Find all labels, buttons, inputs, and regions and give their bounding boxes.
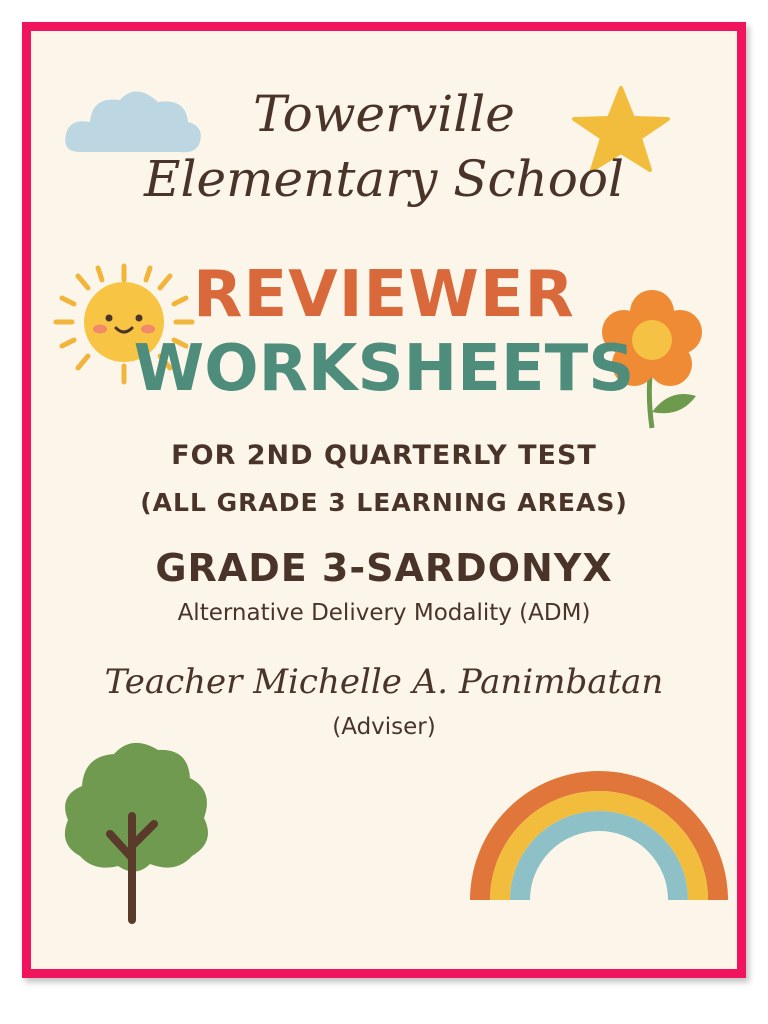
delivery-modality: Alternative Delivery Modality (ADM): [177, 600, 591, 626]
subtitle-learning-areas: (ALL GRADE 3 LEARNING AREAS): [140, 488, 628, 517]
rainbow-icon: [466, 758, 732, 908]
title-worksheets: WORKSHEETS: [133, 332, 635, 406]
grade-section: GRADE 3-SARDONYX: [155, 546, 613, 590]
subtitle-quarterly-test: FOR 2ND QUARTERLY TEST: [171, 440, 597, 471]
school-name-line1: Towerville: [253, 85, 515, 143]
title-reviewer: REVIEWER: [193, 258, 575, 332]
school-name-line2: Elementary School: [144, 150, 624, 208]
tree-icon: [58, 738, 216, 924]
teacher-role: (Adviser): [332, 714, 436, 740]
teacher-name: Teacher Michelle A. Panimbatan: [104, 662, 664, 702]
